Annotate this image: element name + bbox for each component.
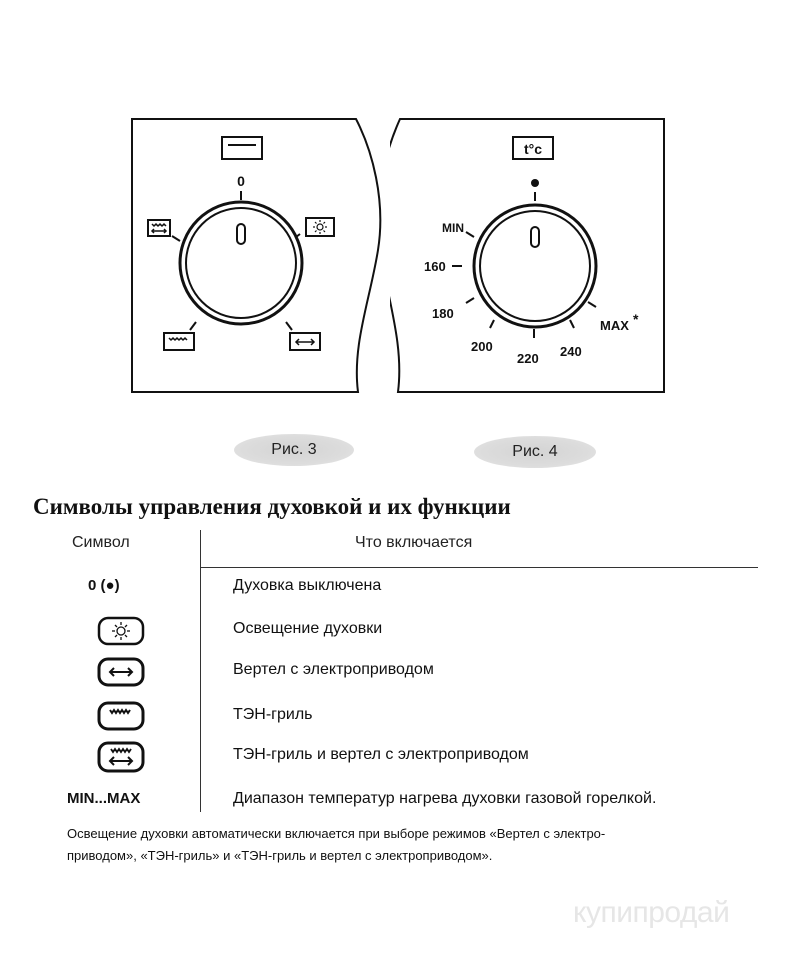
watermark: купипродай — [573, 896, 730, 929]
note-line-2: приводом», «ТЭН-гриль» и «ТЭН-гриль и вертел с электроприводом». — [67, 848, 493, 863]
row-description: Освещение духовки — [233, 620, 383, 637]
mode-selector-knob — [180, 202, 302, 324]
header-divider — [200, 567, 758, 568]
figure-4-panel — [390, 0, 670, 420]
lamp-symbol-icon — [306, 218, 334, 236]
fig3-zero-label: 0 — [237, 173, 245, 189]
row-description: Духовка выключена — [233, 577, 382, 594]
rotisserie-icon — [96, 656, 146, 688]
symbol-min-max: MIN...MAX — [67, 790, 141, 807]
note-line-1: Освещение духовки автоматически включается при выборе режимов «Вертел с электро- — [67, 826, 606, 841]
row-description: Диапазон температур нагрева духовки газовой горелкой. — [233, 790, 657, 807]
grill-rotisserie-symbol-icon — [148, 220, 170, 236]
temperature-symbol-icon — [513, 137, 553, 159]
temperature-knob — [474, 205, 596, 327]
row-description: Вертел с электроприводом — [233, 661, 434, 678]
tick-label-240: 240 — [560, 344, 582, 359]
lamp-icon — [96, 615, 146, 647]
column-header-symbol: Символ — [72, 534, 130, 551]
symbol-off: 0 (●) — [88, 577, 120, 594]
tick-label-max: MAX — [600, 318, 629, 333]
row-description: ТЭН-гриль — [233, 706, 313, 723]
tick-label-160: 160 — [424, 259, 446, 274]
section-title: Символы управления духовкой и их функции — [33, 494, 511, 519]
tick-label-220: 220 — [517, 351, 539, 366]
tick-label-200: 200 — [471, 339, 493, 354]
rotisserie-symbol-icon — [290, 333, 320, 350]
column-divider — [200, 530, 201, 812]
off-mode-symbol-icon — [222, 137, 262, 159]
grill-rotisserie-icon — [96, 740, 146, 774]
grill-icon — [96, 700, 146, 732]
max-star: * — [633, 311, 639, 327]
svg-text:t°c: t°c — [523, 141, 543, 157]
figure-3-label: Рис. 3 — [234, 434, 354, 466]
tick-label-min: MIN — [442, 221, 464, 235]
figure-3-panel — [0, 0, 400, 420]
grill-symbol-icon — [164, 333, 194, 350]
tick-label-180: 180 — [432, 306, 454, 321]
off-dot — [531, 179, 539, 187]
row-description: ТЭН-гриль и вертел с электроприводом — [233, 746, 529, 763]
figure-4-label: Рис. 4 — [474, 436, 596, 468]
column-header-function: Что включается — [355, 534, 473, 551]
